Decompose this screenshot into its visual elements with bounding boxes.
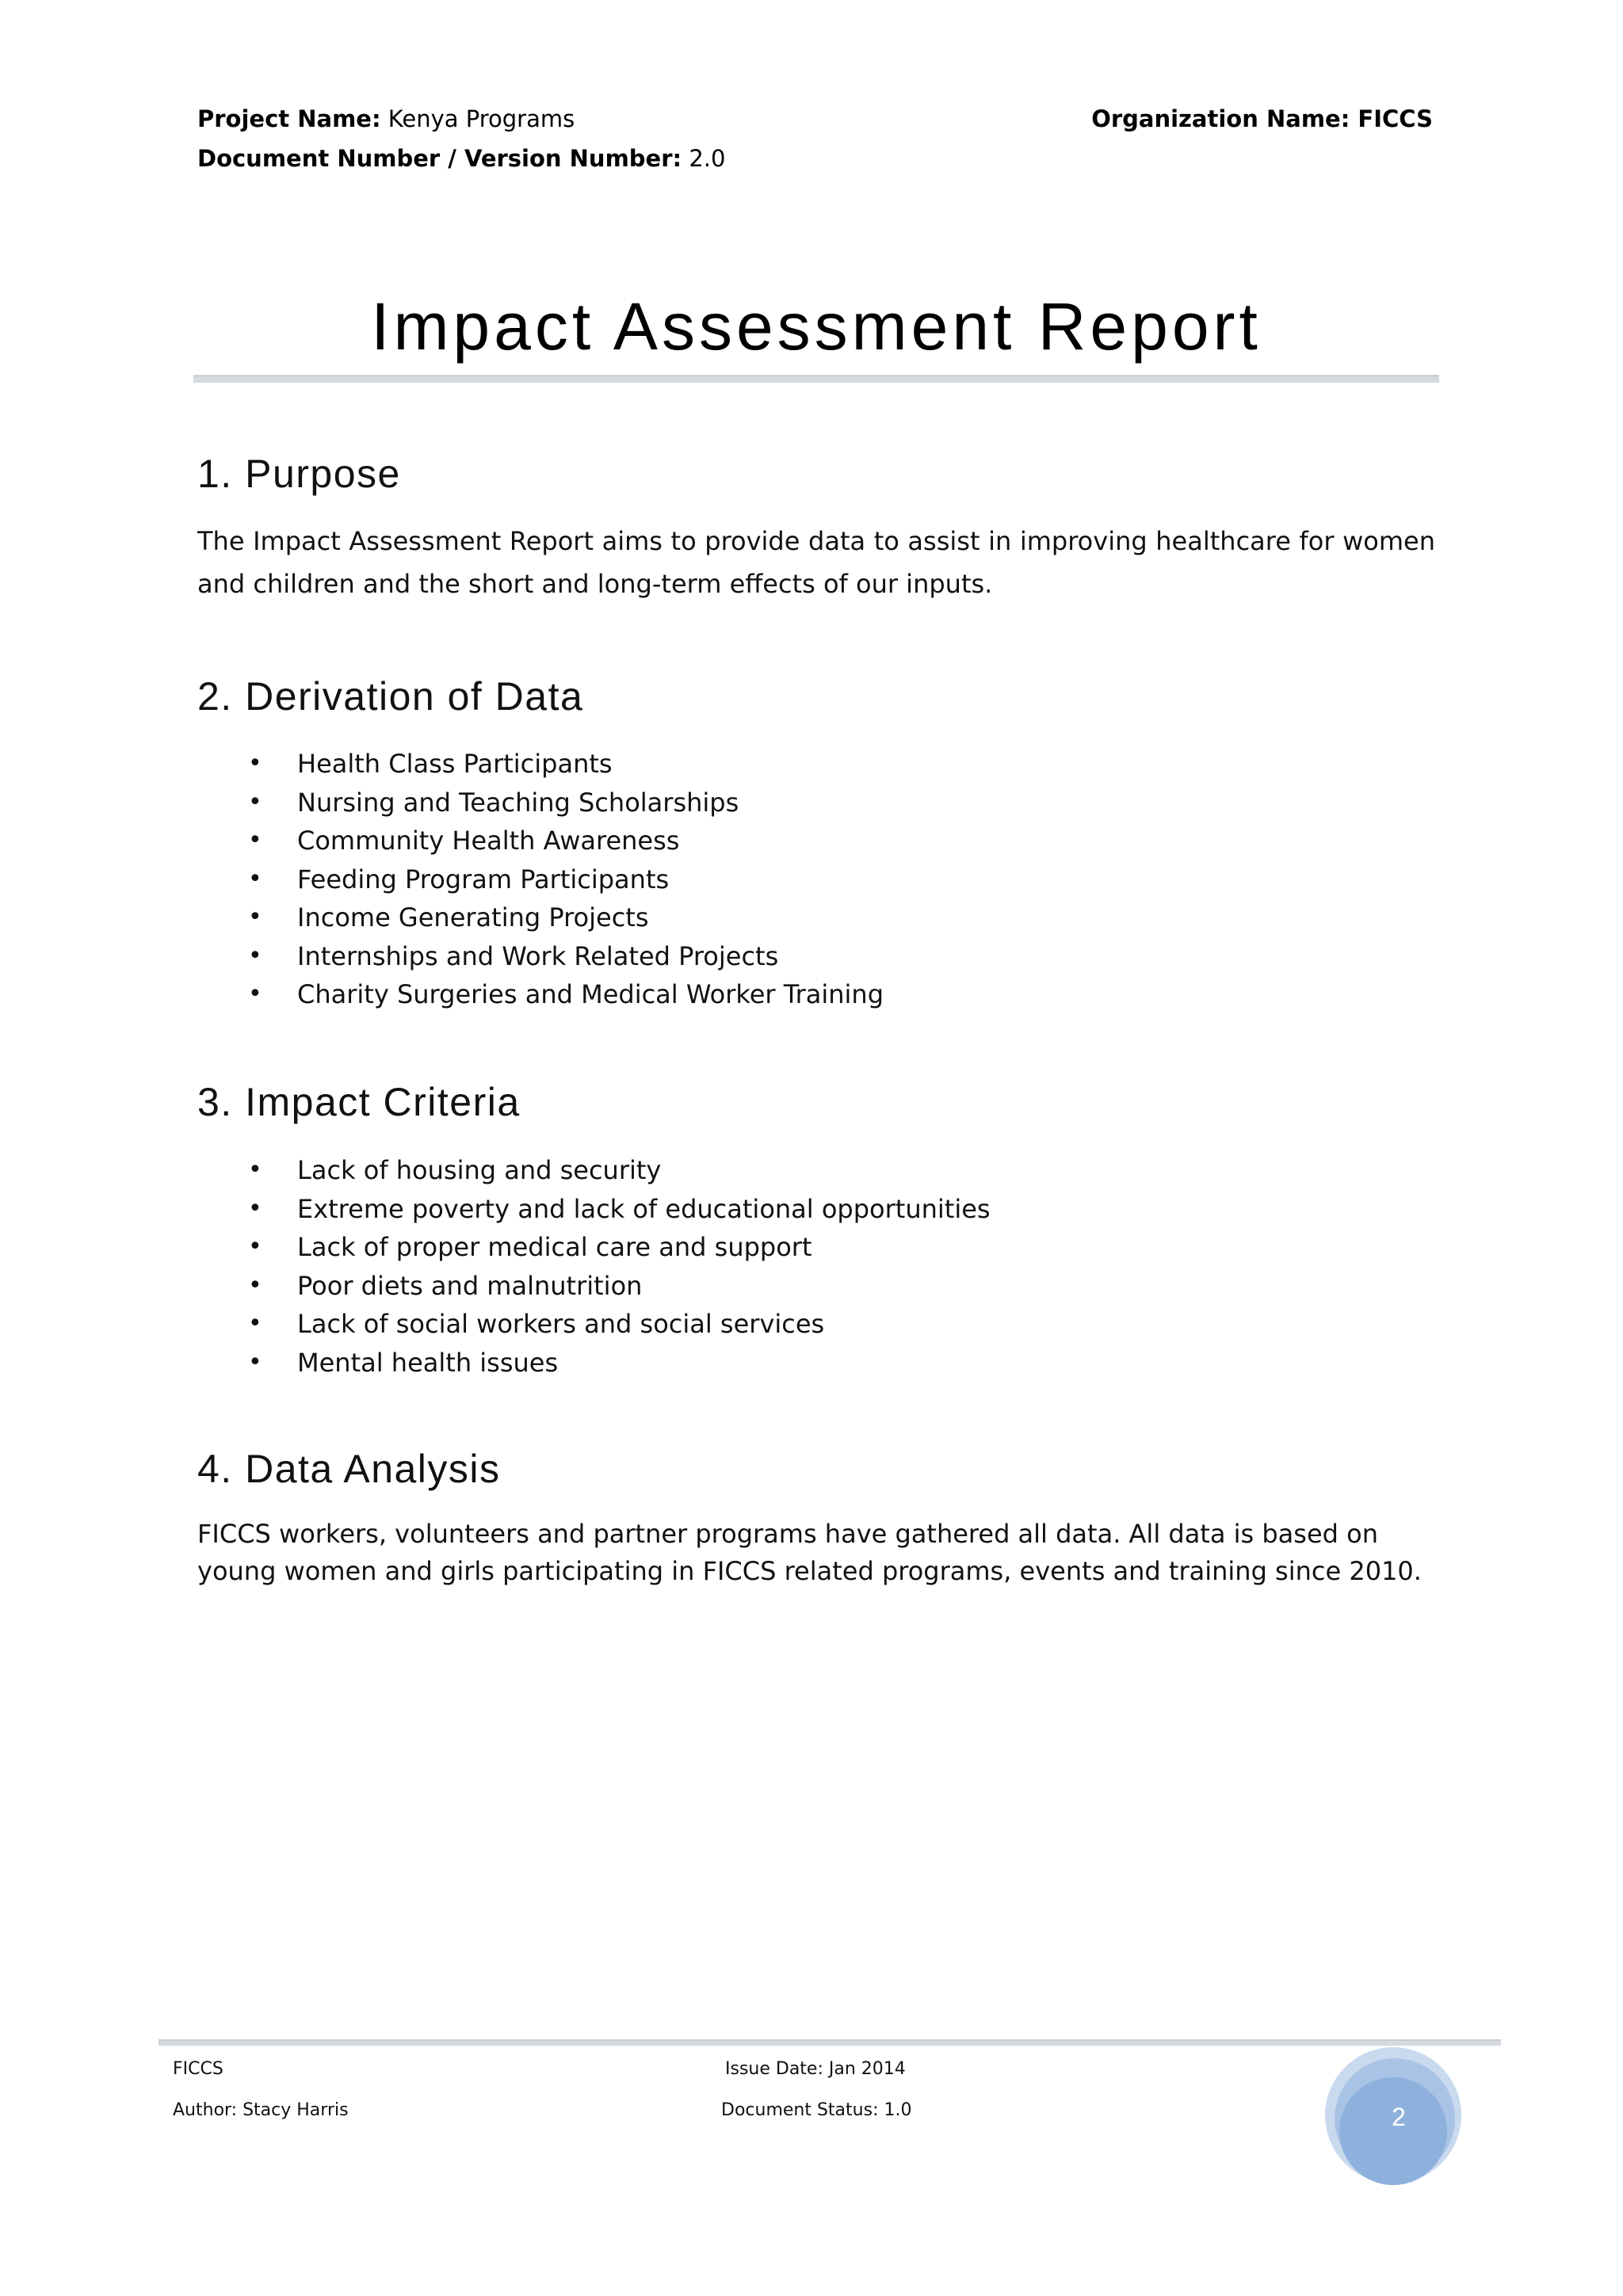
section-heading-impact-criteria: 3. Impact Criteria [197, 1080, 521, 1124]
list-item: • Community Health Awareness [197, 822, 884, 860]
list-item: • Feeding Program Participants [197, 860, 884, 899]
bullet-icon: • [248, 1194, 262, 1222]
list-item: • Mental health issues [197, 1344, 991, 1383]
list-item: • Lack of social workers and social services [197, 1305, 991, 1344]
bullet-icon: • [248, 1156, 262, 1184]
organization-name-label: Organization Name: [1091, 105, 1350, 132]
section-heading-data-analysis: 4. Data Analysis [197, 1447, 501, 1491]
bullet-icon: • [248, 903, 262, 931]
bullet-icon: • [248, 1271, 262, 1299]
footer-document-status: Document Status: 1.0 [721, 2100, 912, 2120]
section-heading-derivation: 2. Derivation of Data [197, 674, 584, 719]
bullet-icon: • [248, 1233, 262, 1261]
document-number-label: Document Number / Version Number: [197, 145, 682, 172]
section-heading-purpose: 1. Purpose [197, 452, 401, 496]
bullet-icon: • [248, 941, 262, 970]
page-number: 2 [1392, 2103, 1406, 2131]
bullet-icon: • [248, 826, 262, 854]
footer-issue-date: Issue Date: Jan 2014 [725, 2059, 906, 2079]
bullet-icon: • [248, 864, 262, 893]
list-item: • Extreme poverty and lack of educational opportunities [197, 1190, 991, 1229]
organization-name-line [1091, 105, 1433, 133]
document-number-line [197, 144, 725, 173]
list-item: • Poor diets and malnutrition [197, 1267, 991, 1306]
document-title: Impact Assessment Report [371, 289, 1262, 364]
list-item: • Charity Surgeries and Medical Worker Training [197, 975, 884, 1014]
list-item: • Internships and Work Related Projects [197, 937, 884, 976]
bullet-icon: • [248, 788, 262, 816]
list-item: • Income Generating Projects [197, 898, 884, 937]
list-item: • Lack of proper medical care and support [197, 1228, 991, 1267]
organization-name-value: FICCS [1358, 105, 1433, 132]
project-name-line [197, 105, 575, 133]
impact-criteria-list [197, 1151, 991, 1382]
bullet-icon: • [248, 980, 262, 1008]
project-name-value: Kenya Programs [388, 105, 575, 132]
title-divider [193, 375, 1439, 383]
derivation-list [197, 745, 884, 1014]
data-analysis-paragraph: FICCS workers, volunteers and partner programs have gathered all data. All data is based on young women and girls participating in FICCS related programs, events and training since 2010. [197, 1519, 1422, 1586]
footer-author: Author: Stacy Harris [173, 2100, 349, 2120]
project-name-label: Project Name: [197, 105, 381, 132]
list-item: • Lack of housing and security [197, 1151, 991, 1190]
footer-organization: FICCS [173, 2059, 223, 2079]
bullet-icon: • [248, 749, 262, 777]
list-item: • Nursing and Teaching Scholarships [197, 784, 884, 822]
list-item: • Health Class Participants [197, 745, 884, 784]
footer-divider [158, 2039, 1501, 2046]
document-number-value: 2.0 [689, 145, 726, 172]
bullet-icon: • [248, 1310, 262, 1337]
bullet-icon: • [248, 1348, 262, 1376]
purpose-paragraph: The Impact Assessment Report aims to provide data to assist in improving healthcare for women and children and the short and long-term effects of our inputs. [197, 526, 1435, 599]
